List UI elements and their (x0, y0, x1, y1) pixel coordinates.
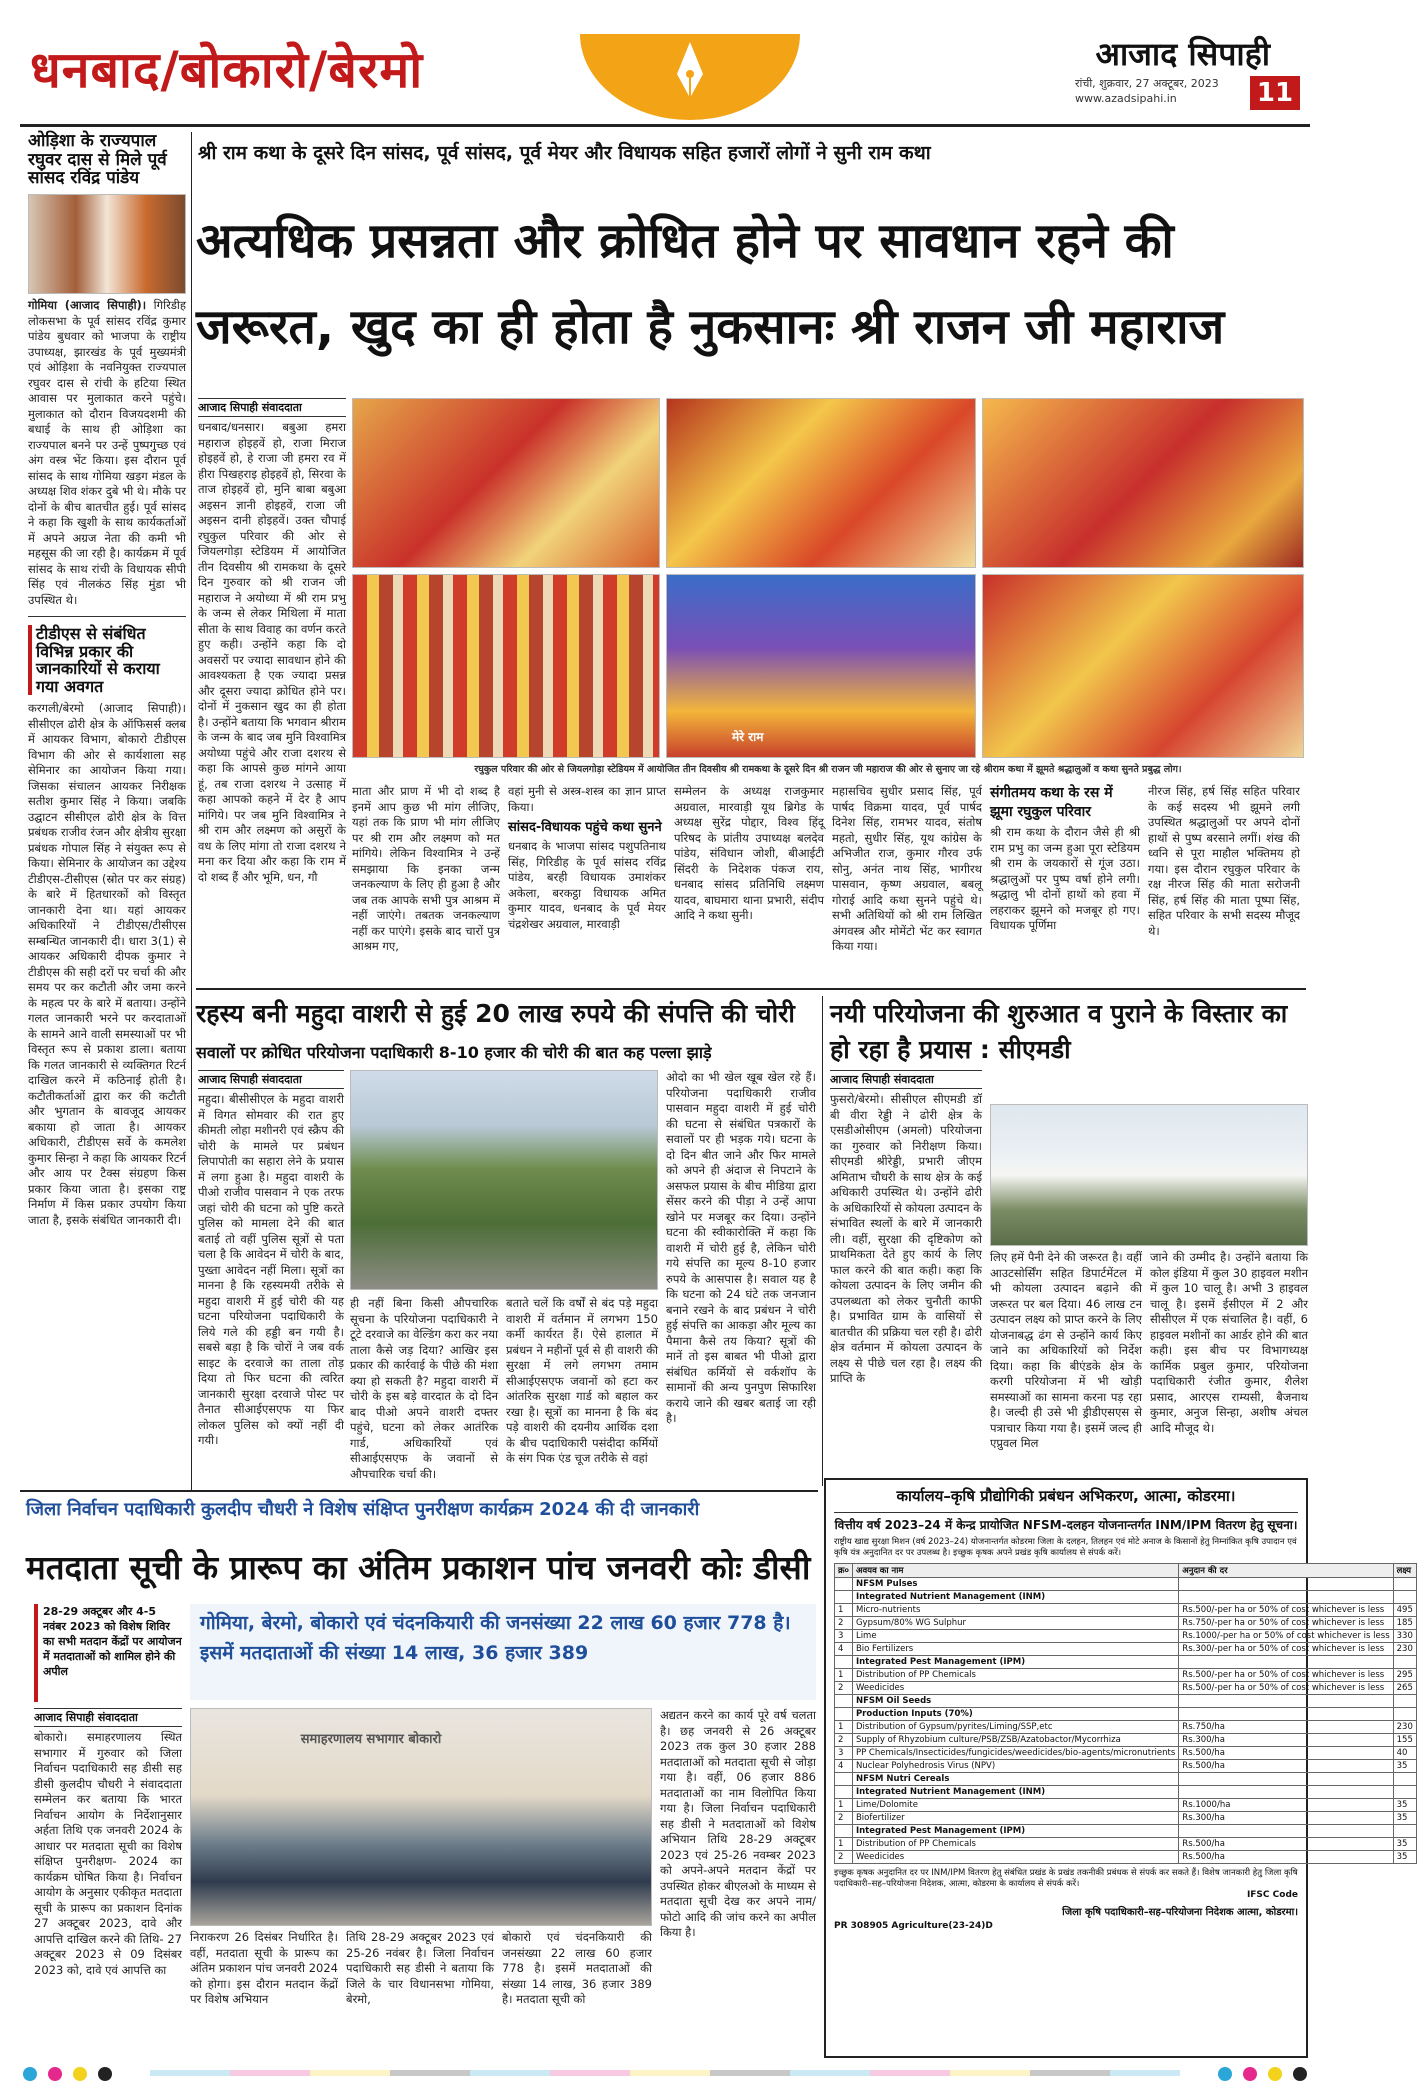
ad-table-row (835, 1747, 1417, 1760)
ad-table-cell (1179, 1786, 1393, 1799)
paper-name: आजाद सिपाही (1095, 35, 1270, 73)
election-col1 (34, 1708, 182, 2058)
cmd-col1 (830, 1070, 982, 1470)
ad-table-body (835, 1578, 1417, 1864)
photo-wall-sign: समाहरणालय सभागार बोकारो (300, 1732, 442, 1747)
election-body-3: तिथि 28-29 अक्टूबर 2023 एवं 25-26 नवंबर है। जिला निर्वाचन पदाधिकारी सह डीसी ने बताया कि जिले के चार विधानसभा गोमिया, बेरमो, (346, 1930, 494, 2006)
ad-table-cell: Weedicides (852, 1682, 1178, 1695)
ad-table-cell: Rs.750/ha (1179, 1721, 1393, 1734)
ad-table-cell (835, 1773, 853, 1786)
ad-table-cell (1393, 1578, 1416, 1591)
tds-headline: टीडीएस से संबंधित विभिन्न प्रकार की जानकारियों से कराया गया अवगत (28, 625, 186, 695)
ad-table-cell: PP Chemicals/Insecticides/fungicides/weedicides/bio-agents/micronutrients (852, 1747, 1178, 1760)
ad-signature: जिला कृषि पदाधिकारी–सह–परियोजना निदेशक आत्मा, कोडरमा। (1062, 1907, 1298, 1918)
ad-table-cell (835, 1825, 853, 1838)
ad-table-cell: 1 (835, 1604, 853, 1617)
ad-table-cell: NFSM Pulses (852, 1578, 1178, 1591)
cmd-body-1: फुसरो/बेरमो। सीसीएल सीएमडी डॉ बी वीरा रेड्डी ने ढोरी क्षेत्र के एसडीओसीएम (अमलो) परियोजना का गुरुवार को निरीक्षण किया। सीएमडी श्रीरेड्डी, प्रभारी जीएम अमिताभ चौधरी के साथ क्षेत्र के कई अधिकारी उपस्थित थे। उन्होंने ढोरी के अधिकारियों से कोयला उत्पादन के संभावित स्थलों के बारे में जानकारी ली। वहीं, सुरक्षा की दृष्टिकोण को प्राथमिकता देते हुए कार्य के लिए फाल करने की बात कही। कहा कि कोयला उत्पादन के लिए जमीन की उपलब्धता को लेकर चुनौती काफी है। प्रभावित ग्राम के वासियों से बातचीत की प्रक्रिया चल रही है। ढोरी क्षेत्र वर्तमान में कोयला उत्पादन के लक्ष्य से पीछे चल रहा है। लक्ष्य की प्राप्ति के (830, 1092, 983, 1385)
election-top-rule (20, 1490, 818, 1492)
section-title: धनबाद/बोकारो/बेरमो (30, 41, 424, 99)
magenta-dot-icon (48, 2067, 62, 2081)
mahuda-body-2: ही नहीं बिना किसी औपचारिक सूचना के परियोजना पदाधिकारी ने टूटे दरवाजे का वेल्डिंग करा कर नया ताला कैसे जड़ दिया? आखिर इस प्रकार की कार्रवाई के पीछे की मंशा क्या हो सकती है? महुदा वाशरी में चोरी के इस बड़े वारदात के दो दिन बाद पीओ अपने वाशरी दफ्तर पहुंचे, घटना को लेकर आतंरिक गार्ड, अधिकारियों एवं सीआईएसएफ के जवानों से औपचारिक चर्चा की। (350, 1296, 498, 1481)
ad-table-cell (1179, 1591, 1393, 1604)
ad-table-cell: 35 (1393, 1812, 1416, 1825)
sun-pen-logo-icon (575, 34, 805, 120)
ad-table-row (835, 1578, 1417, 1591)
subhead-raghukul: संगीतमय कथा के रस में झूमा रघुकुल परिवार (990, 785, 1113, 820)
cmd-headline: नयी परियोजना की शुरुआत व पुराने के विस्तार का हो रहा है प्रयास : सीएमडी (830, 999, 1288, 1064)
ad-table-cell: Integrated Nutrient Management (INM) (852, 1591, 1178, 1604)
ram-katha-body-2: माता और प्राण में भी दो शब्द है इनमें आप कुछ भी मांग लीजिए, यहां तक कि प्राण भी मांग लीजिए पर श्री राम और लक्ष्मण को मत मांगिये। लेकिन विश्वामित्र ने उन्हें समझाया कि इनका जन्म जनकल्याण के लिए ही हुआ है और जब तक आपके सभी पुत्र आश्रम में नहीं जाएंगे। तबतक जनकल्याण नहीं कर पाएंगे। इसके बाद चारों पुत्र आश्रम गए, (352, 784, 500, 953)
ad-table-header: क्र० अवयव का नाम अनुदान की दर लक्ष्य (835, 1564, 1417, 1578)
ad-table-cell (1393, 1825, 1416, 1838)
ad-table-cell (835, 1578, 853, 1591)
ad-table-cell: 185 (1393, 1617, 1416, 1630)
photo-women-devotees (982, 574, 1304, 758)
byline: आजाद सिपाही संवाददाता (198, 398, 346, 417)
ad-table-cell: 265 (1393, 1682, 1416, 1695)
ad-table-cell (835, 1695, 853, 1708)
cmd-body-2: लिए हमें पैनी देने की जरूरत है। वहीं आउटसोर्सिंग सहित डिपार्टमेंटल में भी कोयला उत्पादन बढ़ाने की जरूरत पर बल दिया। 46 लाख टन उत्पादन लक्ष्य को प्राप्त करने के लिए योजनाबद्ध ढंग से उन्होंने कार्य किए जाने का अधिकारियों को निर्देश दिया। कहा कि बीएंडके क्षेत्र के करगी परियोजना में भी खोड़ी समस्याओं का सामना करना पड़ रहा है। जल्दी ही उसे भी ड्रीडीएसएस से पत्राचार किया गया है। इसमें जल्द ही एप्रुवल मिल (990, 1250, 1142, 1450)
photo-devotees-dancing-1 (352, 398, 660, 568)
photo-credit: गोमिया (आजाद सिपाही)। (28, 298, 147, 313)
black-dot-icon (98, 2067, 112, 2081)
ad-table-cell (1179, 1825, 1393, 1838)
ad-table-cell: Rs.500/-per ha or 50% of cost whichever is less (1179, 1682, 1393, 1695)
ad-table-cell: Integrated Pest Management (IPM) (852, 1825, 1178, 1838)
ram-katha-body-6: महासचिव सुधीर प्रसाद सिंह, पूर्व पार्षद विक्रमा यादव, पूर्व पार्षद दिनेश सिंह, रामभर यादव, संतोष महतो, सुधीर सिंह, यूथ कांग्रेस के अभिजीत राज, कुमार गौरव उर्फ सोनु, अनंत नाथ सिंह, भागीरथ पासवान, कृष्ण अग्रवाल, बबलू गोराई आदि कथा सुनने पहुंचे थे। सभी अतिथियों को श्री राम लिखित अंगवस्त्र और मोमेंटो भेंट कर स्वागत किया गया। (832, 784, 982, 953)
ad-table-cell: 4 (835, 1760, 853, 1773)
ad-table-cell (1393, 1656, 1416, 1669)
ad-table-cell: Biofertilizer (852, 1812, 1178, 1825)
ad-table-row (835, 1838, 1417, 1851)
cyan-dot-icon (1218, 2067, 1232, 2081)
election-body-4: बोकारो एवं चंदनकियारी की जनसंख्या 22 लाख 60 हजार 778 है। इसमें मतदाताओं की संख्या 14 लाख, 36 हजार 389 है। मतदाता सूची को (502, 1930, 652, 2006)
ad-table-cell: Distribution of PP Chemicals (852, 1669, 1178, 1682)
ad-table-cell: Weedicides (852, 1851, 1178, 1864)
ad-table-cell: 155 (1393, 1734, 1416, 1747)
photo-mahuda-washery (350, 1070, 658, 1290)
ad-table-row (835, 1695, 1417, 1708)
ad-org: कार्यालय–कृषि प्रौद्योगिकी प्रबंधन अभिकरण, आत्मा, कोडरमा। (896, 1487, 1236, 1505)
ad-table-cell: Lime (852, 1630, 1178, 1643)
left-divider (191, 132, 192, 1492)
mahuda-body-4: ओदो का भी खेल खूब खेल रहे हैं। परियोजना पदाधिकारी राजीव पासवान महुदा वाशरी में हुई चोरी की घटना से संबंधित पत्रकारों के सवालों पर ही भड़क गये। घटना के दो दिन बीत जाने और फिर मामले को अपने ही अंदाज से निपटाने के असफल प्रयास के बीच मीडिया द्वारा सेंसर करने की पीड़ा ने उन्हें आपा खोने पर मजबूर कर दिया। उन्होंने घटना की स्वीकारोक्ति में कहा कि वाशरी में चोरी हुई है, लेकिन चोरी गये संपत्ति का मूल्य 8-10 हजार रुपये के आसपास है। सवाल यह है कि घटना को 24 घंटे तक जनजान बनाने रखने के बाद प्रबंधन ने चोरी हुई संपत्ति का आकड़ा और मूल्य का पैमाना कैसे तय किया? सूत्रों की मानें तो इस बाबत भी पीओ द्वारा संबंधित कर्मियों से वर्कशॉप के सामानों की अन्य पुनपुण सिफारिश कराये जाने की खबर बताई जा रही है। (666, 1070, 816, 1425)
ad-table-cell: 330 (1393, 1630, 1416, 1643)
ad-table-cell: 3 (835, 1630, 853, 1643)
ad-table-cell: Lime/Dolomite (852, 1799, 1178, 1812)
ad-table-cell: Rs.1000/ha (1179, 1799, 1393, 1812)
ad-table-cell (1179, 1773, 1393, 1786)
ram-katha-headline: अत्यधिक प्रसन्नता और क्रोधित होने पर सावधान रहने की जरूरत, खुद का ही होता है नुकसानः श्री राजन जी महाराज (196, 213, 1225, 355)
black-dot-icon (1293, 2067, 1307, 2081)
color-dots-left (20, 2066, 115, 2085)
ad-table-cell: 2 (835, 1682, 853, 1695)
ad-table-cell: Nuclear Polyhedrosis Virus (NPV) (852, 1760, 1178, 1773)
ad-pr-number: PR 308905 Agriculture(23-24)D (834, 1921, 993, 1931)
ad-table-cell (835, 1656, 853, 1669)
election-headline: मतदाता सूची के प्रारूप का अंतिम प्रकाशन पांच जनवरी कोः डीसी (26, 1548, 811, 1587)
ad-table-row (835, 1825, 1417, 1838)
magenta-dot-icon (1243, 2067, 1257, 2081)
election-sidebox: 28-29 अक्टूबर और 4-5 नवंबर 2023 को विशेष शिविर का सभी मतदान केंद्रों पर आयोजन में मतदाताओं को शामिल होने की अपील (34, 1604, 182, 1702)
cyan-dot-icon (23, 2067, 37, 2081)
tds-body: करगली/बेरमो (आजाद सिपाही)। सीसीएल ढोरी क्षेत्र के ऑफिसर्स क्लब में आयकर विभाग, बोकारो टीडीएस विभाग की ओर से कार्यशाला सह सेमिनार का आयोजन किया गया। जिसका संचालन आयकर निरीक्षक सतीश कुमार सिंह ने किया। जबकि उद्घाटन सीसीएल ढोरी क्षेत्र के वित्त प्रबंधक राजीव रंजन और क्षेत्रीय सुरक्षा प्रबंधक गोपाल सिंह ने संयुक्त रूप से किया। सेमिनार के आयोजन का उद्देश्य टीडीएस-टीसीएस (स्रोत पर कर संग्रह) के बारे में हितधारकों को विस्तृत जानकारी देना था। यहां आयकर अधिकारियों ने टीडीएस/टीसीएस सम्बन्धित जानकारी दी। धारा 3(1) से आयकर अधिकारी दीपक कुमार ने टीडीएस की सही दरों पर चर्चा की और समय पर कर कटौती और जमा करने के महत्व पर के बारे में बताया। उन्होंने गलत जानकारी भरने पर करदाताओं के सामने आने वाली समस्याओं पर भी विस्तृत रूप से प्रकाश डाला। बताया कि गलत जानकारी से व्यक्तिगत रिटर्न दाखिल करने में कठिनाई होती है। कटौतीकर्ताओं द्वारा कर की कटौती और भुगतान के बावजूद आयकर बकाया हो जाता है। आयकर अधिकारी, टीडीएस सर्वे के कमलेश कुमार सिन्हा ने कहा कि आयकर रिटर्न और आय पर टैक्स संग्रहण किस प्रकार किया जाता है। इसका राष्ट्र निर्माण में किस प्रकार उपयोग किया जाता है, इसके संबंधित जानकारी दी। (28, 701, 186, 1227)
ram-katha-col3: वहां मुनी से अस्त्र-शस्त्र का ज्ञान प्राप्त किया। सांसद-विधायक पहुंचे कथा सुनने धनबाद के भाजपा सांसद पशुपतिनाथ सिंह, गिरिडीह के पूर्व सांसद रविंद्र पांडेय, बरही विधायक उमाशंकर अकेला, बरकट्ठा विधायक अमित कुमार यादव, धनबाद के पूर्व मेयर चंद्रशेखर अग्रवाल, मारवाड़ी (508, 784, 666, 931)
election-body-2: निराकरण 26 दिसंबर निर्धारित है। वहीं, मतदाता सूची के प्रारूप का अंतिम प्रकाशन पांच जनवरी 2024 को होगा। इस दौरान मतदान केंद्रों पर विशेष अभियान (190, 1930, 338, 2006)
photo-dc-press-conference (190, 1708, 652, 1926)
ad-table-cell (835, 1786, 853, 1799)
ad-table-cell: Distribution of Gypsum/pyrites/Liming/SSP,etc (852, 1721, 1178, 1734)
photo-audience-crowd (352, 574, 660, 758)
ram-katha-text-col1 (198, 398, 346, 884)
ad-table-cell: Integrated Nutrient Management (INM) (852, 1786, 1178, 1799)
ad-table-cell: Rs.500/-per ha or 50% of cost whichever is less (1179, 1604, 1393, 1617)
website: www.azadsipahi.in (1075, 92, 1177, 105)
ad-table-cell: Rs.500/ha (1179, 1838, 1393, 1851)
photo-rajan-ji-maharaj-stage (666, 574, 976, 758)
ad-table-cell: Rs.300/ha (1179, 1812, 1393, 1825)
ram-katha-body-1: धनबाद/धनसार। बबुआ हमरा महाराज होइहवें हो, राजा मिराज होइहवें हो, हे राजा जी हमरा रव में हीरा पिखहराइ होइहवें हो, सिरवा के ताज होइहवें हो, मुनि बाबा बबुआ अइसन ज्ञानी होइहवें, राजा जी अइसन दानी होइहवें। उक्त चौपाई रघुकुल परिवार की ओर से जियलगोड़ा स्टेडियम में आयोजित तीन दिवसीय श्री रामकथा के दूसरे दिन गुरुवार को श्री राजन जी महाराज ने अयोध्या में श्री राम प्रभु के जन्म से लेकर मिथिला में माता सीता के साथ विवाह का वर्णन करते हुए कही। उन्होंने कहा कि दो अवसरों पर ज्यादा सावधान होने की आवश्यकता है एक ज्यादा प्रसन्न और दूसरा ज्यादा क्रोधित होने पर। दोनों में नुकसान खुद का ही होता है। उन्होंने बताया कि भगवान श्रीराम के जन्म के बाद जब मुनि विश्वामित्र अयोध्या पहुंचे और राजा दशरथ से कहा कि आपसे कुछ मांगने आया हूं, तब राजा दशरथ ने उत्साह में कहा आपको कहने में देर है आप मांगिये। पर जब मुनि विश्वामित्र ने श्री राम और लक्ष्मण को असुरों के वध के लिए मांगा तो राजा दशरथ ने मना कर दिया और कहा कि राम में दो शब्द हैं और भूमि, धन, गौ (198, 420, 346, 884)
ad-table-row (835, 1721, 1417, 1734)
ad-table-row (835, 1669, 1417, 1682)
ram-katha-text-row2 (352, 784, 1304, 984)
ad-table-cell: Rs.500/ha (1179, 1851, 1393, 1864)
ram-katha-photo-grid (352, 398, 1304, 778)
ad-table-cell (1393, 1773, 1416, 1786)
masthead (20, 12, 1310, 120)
ad-table-cell: Bio Fertilizers (852, 1643, 1178, 1656)
ad-table-cell: 2 (835, 1617, 853, 1630)
election-body-1: बोकारो। समाहरणालय स्थित सभागार में गुरुवार को जिला निर्वाचन पदाधिकारी सह डीसी सह डीसी कुलदीप चौधरी ने संवाददाता सम्मेलन कर बताया कि भारत निर्वाचन आयोग के निर्देशानुसार अर्हता तिथि एक जनवरी 2024 के आधार पर मतदाता सूची का विशेष संक्षिप्त पुनरीक्षण- 2024 का कार्यक्रम घोषित किया है। निर्वाचन आयोग के अनुसार एकीकृत मतदाता सूची के प्रारूप का प्रकाशन दिनांक 27 अक्टूबर 2023, दावे और आपत्ति दाखिल करने की तिथि- 27 अक्टूबर 2023 से 09 दिसंबर 2023 को, दावे एवं आपत्ति का (34, 1730, 182, 1977)
ram-katha-kicker: श्री राम कथा के दूसरे दिन सांसद, पूर्व सांसद, पूर्व मेयर और विधायक सहित हजारों लोगों ने सुनी राम कथा (198, 142, 931, 164)
ad-table-cell: 35 (1393, 1760, 1416, 1773)
mahuda-body-3: बताते चलें कि वर्षों से बंद पड़े महुदा वाशरी में वर्तमान में लगभग 150 कर्मी कार्यरत हैं। ऐसे हालात में प्रबंधन ने महीनों पूर्व से ही वाशरी की सुरक्षा में लगे लगभग तमाम सीआईएसएफ जवानों को हटा कर आंतरिक सुरक्षा गार्ड को बहाल कर रखा है। सूत्रों का मानना है कि बंद पड़े वाशरी की दयनीय आर्थिक दशा के बीच पदाधिकारी पसंदीदा कर्मियों के संग पिक एंड चूज तरीके से वहां (506, 1296, 658, 1465)
ad-table-cell: 35 (1393, 1838, 1416, 1851)
ad-table-cell: NFSM Oil Seeds (852, 1695, 1178, 1708)
ad-table-cell: 40 (1393, 1747, 1416, 1760)
ram-katha-body-5: सम्मेलन के अध्यक्ष राजकुमार अग्रवाल, मारवाड़ी यूथ ब्रिगेड के अध्यक्ष सुरेंद्र पोद्दार, विश्व हिंदू परिषद के प्रांतीय उपाध्यक्ष बलदेव पांडेय, संविधान जोशी, बीआईटी सिंदरी के निदेशक पंकज राय, धनबाद सांसद प्रतिनिधि लक्ष्मण यादव, बाघमारा थाना प्रभारी, संदीप आदि ने कथा सुनी। (674, 784, 824, 922)
ad-table-cell (1179, 1656, 1393, 1669)
ad-table-row (835, 1656, 1417, 1669)
photo-devotees-dancing-3 (982, 398, 1304, 568)
ad-table-row (835, 1786, 1417, 1799)
ad-table-cell: 35 (1393, 1799, 1416, 1812)
ad-table-row (835, 1591, 1417, 1604)
ram-katha-bottom-rule (196, 988, 1306, 990)
mahuda-headline: रहस्य बनी महुदा वाशरी से हुई 20 लाख रुपये की संपत्ति की चोरी (196, 999, 795, 1028)
ad-table-cell: Rs.1000/-per ha or 50% of cost whichever is less (1179, 1630, 1393, 1643)
ad-table-cell: Rs.500/-per ha or 50% of cost whichever is less (1179, 1669, 1393, 1682)
registration-bar (150, 2070, 1180, 2076)
election-body-5: अद्यतन करने का कार्य पूरे वर्ष चलता है। छह जनवरी से 26 अक्टूबर 2023 तक कुल 30 हजार 288 मतदाताओं को मतदाता सूची से जोड़ा गया है। वहीं, 06 हजार 886 मतदाताओं का नाम विलोपित किया गया है। जिला निर्वाचन पदाधिकारी सह डीसी ने मतदाताओं को विशेष अभियान तिथि 28-29 अक्टूबर 2023 एवं 25-26 नवम्बर 2023 को अपने-अपने मतदान केंद्रों पर उपस्थित होकर बीएलओ के माध्यम से मतदाता सूची देख कर अपने नाम/फोटो आदि की जांच करने का अपील किया है। (660, 1708, 816, 1939)
photo-caption: रघुकुल परिवार की ओर से जियलगोड़ा स्टेडियम में आयोजित तीन दिवसीय श्री रामकथा के दूसरे दिन श्री राजन जी महाराज की ओर से सुनाए जा रहे श्रीराम कथा में झूमते श्रद्धालुओं व कथा सुनते प्रबुद्ध लोग। (474, 764, 1182, 775)
ad-table-cell: 295 (1393, 1669, 1416, 1682)
ad-table-cell (835, 1591, 853, 1604)
ad-table (834, 1563, 1417, 1864)
nfsm-advertisement (824, 1478, 1413, 2058)
ad-ifsc: IFSC Code (1246, 1890, 1298, 1900)
ad-table-row (835, 1617, 1417, 1630)
photo-rp-pandey-meeting (28, 194, 186, 294)
ad-table-cell: 495 (1393, 1604, 1416, 1617)
ad-footer: इच्छुक कृषक अनुदानित दर पर INM/IPM वितरण हेतु संबंधित प्रखंड के प्रखंड तकनीकी प्रबंधक से संपर्क कर सकते हैं। विशेष जानकारी हेतु जिला कृषि पदाधिकारी–सह–परियोजना निदेशक, आत्मा, कोडरमा के कार्यालय से संपर्क करें। (834, 1868, 1298, 1889)
ad-table-cell (1393, 1695, 1416, 1708)
ad-table-cell (1393, 1786, 1416, 1799)
ad-table-cell (1179, 1695, 1393, 1708)
ad-table-cell: 1 (835, 1799, 853, 1812)
ad-table-cell: Supply of Rhyzobium culture/PSB/ZSB/Azatobactor/Mycorrhiza (852, 1734, 1178, 1747)
ram-katha-body-8: नीरज सिंह, हर्ष सिंह सहित परिवार के कई सदस्य भी झूमने लगी उपस्थित श्रद्धालुओं पर अपने दोनों हाथों से पुष्प बरसाने लगीं। शंख की ध्वनि से पूरा माहौल भक्तिमय हो गया। इस दौरान रघुकुल परिवार के रक्ष नीरज सिंह की माता सरोजनी सिंह, हर्ष सिंह की माता पूष्पा सिंह, सहित परिवार के सभी सदस्य मौजूद थे। (1148, 784, 1300, 938)
ad-table-cell: Micro-nutrients (852, 1604, 1178, 1617)
election-banner: गोमिया, बेरमो, बोकारो एवं चंदनकियारी की जनसंख्या 22 लाख 60 हजार 778 है। इसमें मतदाताओं की संख्या 14 लाख, 36 हजार 389 (190, 1604, 816, 1700)
ad-table-cell: 1 (835, 1721, 853, 1734)
byline: आजाद सिपाही संवाददाता (198, 1070, 344, 1089)
left-column (28, 132, 186, 1352)
ad-table-row (835, 1812, 1417, 1825)
yellow-dot-icon (1268, 2067, 1282, 2081)
ad-table-cell: Rs.750/-per ha or 50% of cost whichever is less (1179, 1617, 1393, 1630)
ad-intro: राष्ट्रीय खाद्य सुरक्षा मिशन (वर्ष 2023–24) योजनान्तर्गत कोडरमा जिला के दलहन, तिलहन एवं मोटे अनाज के किसानों हेतु निम्नांकित कृषि उपादान एवं कृषि यंत्र अनुदानित दर पर उपलब्ध है। इच्छुक कृषक अपने प्रखंड कृषि कार्यालय से संपर्क करें। (834, 1537, 1297, 1558)
mahuda-body-1: महुदा। बीसीसीएल के महुदा वाशरी में विगत सोमवार की रात हुए कीमती लोहा मशीनरी एवं स्क्रैप की चोरी के मामले पर प्रबंधन लिपापोती का सहारा लेने के प्रयास में लगा हुआ है। महुदा वाशरी के पीओ राजीव पासवान ने एक तरफ जहां चोरी की घटना को पुष्टि करते पुलिस को मामला देने की बात बताई तो वहीं पुलिस सूत्रों से पता चला है कि आवेदन में चोरी के बाद, पुख्ता आवेदन नहीं मिला। सूत्रों का मानना है कि रहस्यमयी तरीके से महुदा वाशरी में हुई चोरी की यह घटना परियोजना पदाधिकारी के लिये गले की हड्डी बन गयी है। सबसे बड़ा है कि चोरों ने जब वर्क साइट के दरवाजे का ताला तोड़ दिया तो फिर घटना की त्वरित जानकारी सुरक्षा दरवाजे पोस्ट पर तैनात सीआईएसएफ या फिर लोकल पुलिस को क्यों नहीं दी गयी। (198, 1092, 344, 1447)
ad-title: वित्तीय वर्ष 2023–24 में केन्द्र प्रायोजित NFSM-दलहन योजनान्तर्गत INM/IPM वितरण हेतु सूचना। (834, 1518, 1298, 1532)
ad-table-cell (1393, 1708, 1416, 1721)
ad-table-cell: 230 (1393, 1721, 1416, 1734)
masthead-rule (20, 124, 1310, 127)
ad-table-cell (1179, 1708, 1393, 1721)
ad-table-row (835, 1760, 1417, 1773)
ad-table-row (835, 1643, 1417, 1656)
story-headline: ओड़िशा के राज्यपाल रघुवर दास से मिले पूर्व सांसद रविंद्र पांडेय (28, 131, 167, 189)
ad-table-row (835, 1851, 1417, 1864)
mahuda-col1 (198, 1070, 344, 1480)
ad-table-cell: 3 (835, 1747, 853, 1760)
ad-table-cell: Gypsum/80% WG Sulphur (852, 1617, 1178, 1630)
cmd-body-3: जाने की उम्मीद है। उन्होंने बताया कि कोल इंडिया में कुल 30 हाइवल मशीन में कुल 10 चालू है। अभी 3 हाइवल चालू है। इसमें ईसीएल में 2 और सीसीएल में एक संचालित है। वहीं, 6 हाइवल मशीनों का आर्डर होने की बात कही। इस बीच पर विभागध्यक्ष कार्मिक प्रबुल कुमार, परियोजना पदाधिकारी रंजीत कुमार, शैलेश प्रसाद, आरएस राम्यसी, बैजनाथ कुमार, अनुज सिन्हा, अशीष अंचल आदि मौजूद थे। (1150, 1250, 1308, 1435)
ad-table-cell: Production Inputs (70%) (852, 1708, 1178, 1721)
masthead-logo (575, 34, 805, 120)
photo-devotees-dancing-2 (666, 398, 976, 568)
color-dots-right (1215, 2066, 1310, 2085)
ad-table-cell: Integrated Pest Management (IPM) (852, 1656, 1178, 1669)
election-kicker: जिला निर्वाचन पदाधिकारी कुलदीप चौधरी ने विशेष संक्षिप्त पुनरीक्षण कार्यक्रम 2024 की दी जानकारी (26, 1499, 700, 1520)
ad-table-cell: Rs.500/ha (1179, 1747, 1393, 1760)
ad-table-cell (1179, 1578, 1393, 1591)
dateline: रांची, शुक्रवार, 27 अक्टूबर, 2023 (1075, 77, 1219, 90)
ad-table-row (835, 1773, 1417, 1786)
byline: आजाद सिपाही संवाददाता (34, 1708, 182, 1727)
ad-table-cell: 1 (835, 1669, 853, 1682)
yellow-dot-icon (73, 2067, 87, 2081)
mahuda-subhead: सवालों पर क्रोधित परियोजना पदाधिकारी 8-10 हजार की चोरी की बात कह पल्ला झाड़े (196, 1043, 712, 1062)
ad-table-cell (835, 1708, 853, 1721)
stage-banner-text: मेरे राम (732, 730, 764, 744)
ad-table-cell: NFSM Nutri Cereals (852, 1773, 1178, 1786)
ad-table-cell: 2 (835, 1734, 853, 1747)
ad-table-cell (1393, 1591, 1416, 1604)
ad-table-cell: Rs.300/ha (1179, 1734, 1393, 1747)
ad-table-cell: Rs.300/-per ha or 50% of cost whichever is less (1179, 1643, 1393, 1656)
footer-registration-marks (20, 2064, 1310, 2084)
ad-table-cell: 35 (1393, 1851, 1416, 1864)
subhead-mp-mla: सांसद-विधायक पहुंचे कथा सुनने (508, 820, 662, 835)
ad-table-cell: 1 (835, 1838, 853, 1851)
photo-cmd-inspection (990, 1104, 1308, 1246)
byline: आजाद सिपाही संवाददाता (830, 1070, 982, 1089)
ad-table-row (835, 1630, 1417, 1643)
ad-table-row (835, 1799, 1417, 1812)
ad-table-cell: Distribution of PP Chemicals (852, 1838, 1178, 1851)
ram-katha-col7: संगीतमय कथा के रस में झूमा रघुकुल परिवार श्री राम कथा के दौरान जैसे ही श्री राम प्रभु का जन्म हुआ पूरा स्टेडियम श्री राम के जयकारों से गूंज उठा। श्रद्धालुओं पर पुष्प वर्षा होने लगी। श्रद्धालु भी दोनों हाथों को हवा में लहराकर झूमने को मजबूर हो गए। विधायक पूर्णिमा (990, 785, 1140, 932)
ad-table-cell: 2 (835, 1851, 853, 1864)
page-number: 11 (1250, 76, 1300, 110)
ad-table-cell: 2 (835, 1812, 853, 1825)
story-body: गोमिया (आजाद सिपाही)। गिरिडीह लोकसभा के पूर्व सांसद रविंद्र कुमार पांडेय बुधवार को भाजपा के राष्ट्रीय उपाध्यक्ष, झारखंड के पूर्व मुख्यमंत्री एवं ओड़िशा के नवनियुक्त राज्यपाल रघुवर दास से रांची के हटिया स्थित आवास पर मुलाकात करने पहुंचे। मुलाकात को दौरान विजयदशमी की बधाई के साथ ही ओड़िशा का राज्यपाल बनने पर उन्हें पुष्पगुच्छ एवं अंग वस्त्र भेंट किया। इस दौरान पूर्व सांसद के साथ गोमिया खड़ग मंडल के अध्यक्ष शिव शंकर दुबे भी थे। मौके पर दोनों के बीच बातचीत हुई। पूर्व सांसद ने कहा कि खुशी के साथ कार्यकर्ताओं में अपने अग्रज नेता की कमी भी महसूस की जा रही है। कार्यक्रम में पूर्व सांसद के साथ रांची के विधायक सीपी सिंह एवं नीलकंठ सिंह मुंडा भी उपस्थित थे। (28, 298, 187, 607)
ad-table-row (835, 1682, 1417, 1695)
ad-table-cell: 230 (1393, 1643, 1416, 1656)
ad-table-row (835, 1604, 1417, 1617)
ad-table-row (835, 1734, 1417, 1747)
ad-table-cell: 4 (835, 1643, 853, 1656)
mahuda-cmd-divider (822, 996, 823, 1486)
ad-table-cell: Rs.500/ha (1179, 1760, 1393, 1773)
ad-table-row (835, 1708, 1417, 1721)
